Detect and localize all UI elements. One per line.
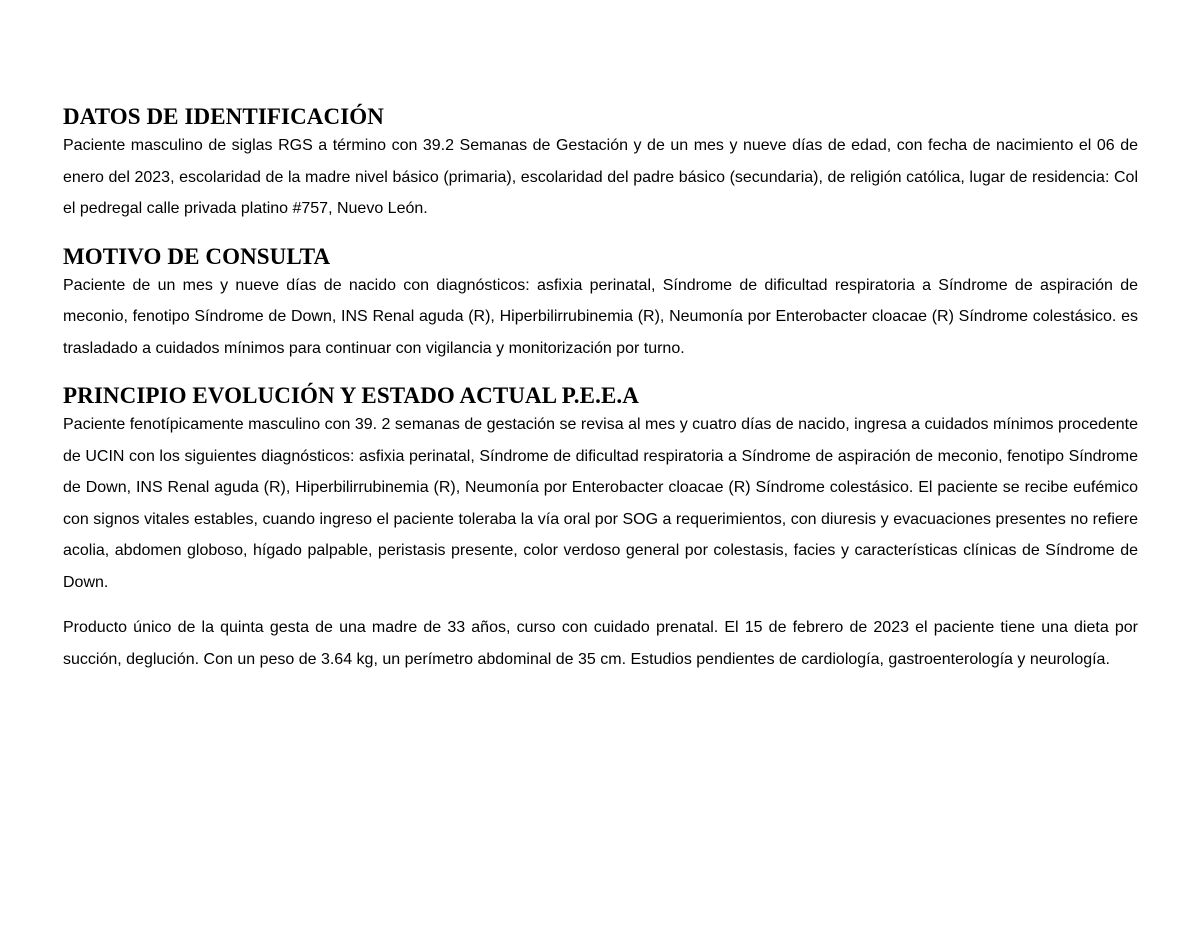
evolution-paragraph: Paciente fenotípicamente masculino con 39. 2 semanas de gestación se revisa al mes y cuatro días de nacido, ingresa a cuidados mínimos procedente de UCIN con los siguientes diagnósticos: asfixia perinatal, Síndrome de dificultad respiratoria a Síndrome de aspiración de meconio, fenotipo Síndrome de Down, INS Renal aguda (R), Hiperbilirrubinemia (R), Neumonía por Enterobacter cloacae (R) Síndrome colestásico. El paciente se recibe eufémico con signos vitales estables, cuando ingreso el paciente toleraba la vía oral por SOG a requerimientos, con diuresis y evacuaciones presentes no refiere acolia, abdomen globoso, hígado palpable, peristasis presente, color verdoso general por colestasis, facies y características clínicas de Síndrome de Down. [63, 416, 1138, 591]
evolution-followup-paragraph: Producto único de la quinta gesta de una madre de 33 años, curso con cuidado prenatal. El 15 de febrero de 2023 el paciente tiene una dieta por succión, deglución. Con un peso de 3.64 kg, un perímetro abdominal de 35 cm. Estudios pendientes de cardiología, gastroenterología y neurología. [63, 619, 1138, 668]
section-consultation-reason [63, 244, 1138, 365]
section-identification [63, 104, 1138, 225]
consultation-reason-paragraph: Paciente de un mes y nueve días de nacido con diagnósticos: asfixia perinatal, Síndrome de dificultad respiratoria a Síndrome de aspiración de meconio, fenotipo Síndrome de Down, INS Renal aguda (R), Hiperbilirrubinemia (R), Neumonía por Enterobacter cloacae (R) Síndrome colestásico. es trasladado a cuidados mínimos para continuar con vigilancia y monitorización por turno. [63, 276, 1138, 357]
identification-paragraph: Paciente masculino de siglas RGS a término con 39.2 Semanas de Gestación y de un mes y nueve días de edad, con fecha de nacimiento el 06 de enero del 2023, escolaridad de la madre nivel básico (primaria), escolaridad del padre básico (secundaria), de religión católica, lugar de residencia: Col el pedregal calle privada platino #757, Nuevo León. [63, 137, 1138, 217]
section-title-evolution: PRINCIPIO EVOLUCIÓN Y ESTADO ACTUAL P.E.E.A [63, 383, 639, 408]
section-evolution [63, 383, 1138, 675]
section-title-identification: DATOS DE IDENTIFICACIÓN [63, 104, 384, 129]
document-page [63, 104, 1138, 675]
section-title-consultation-reason: MOTIVO DE CONSULTA [63, 243, 331, 269]
